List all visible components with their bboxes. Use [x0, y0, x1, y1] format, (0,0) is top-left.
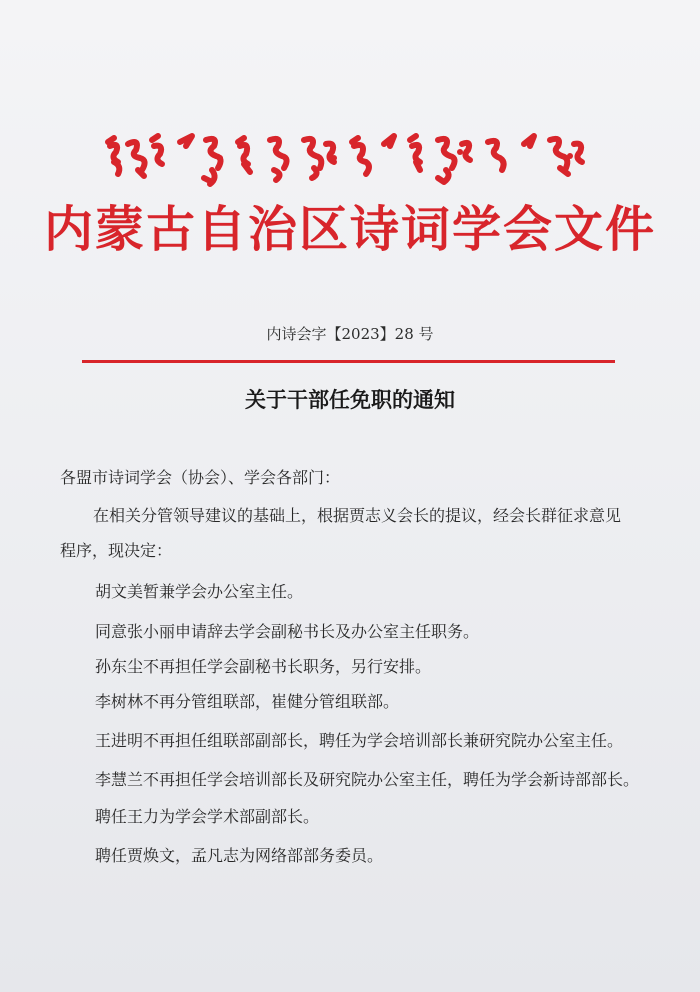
decision-item: 李树林不再分管组联部，崔健分管组联部。 [95, 692, 400, 711]
red-divider-line [82, 360, 615, 363]
decision-item: 李慧兰不再担任学会培训部长及研究院办公室主任，聘任为学会新诗部部长。 [95, 770, 640, 789]
intro-paragraph-line-1: 在相关分管领导建议的基础上，根据贾志义会长的提议，经会长群征求意见 [93, 506, 622, 525]
mongolian-script-header [100, 128, 590, 190]
decision-item: 王进明不再担任组联部副部长，聘任为学会培训部长兼研究院办公室主任。 [95, 731, 624, 750]
decision-item: 聘任王力为学会学术部副部长。 [95, 807, 320, 826]
addressee-line: 各盟市诗词学会（协会）、学会各部门： [60, 468, 341, 487]
document-number: 内诗会字【2023】28 号 [266, 325, 434, 343]
intro-paragraph-line-2: 程序，现决定： [60, 541, 173, 560]
notice-title: 关于干部任免职的通知 [245, 387, 455, 412]
decision-item: 聘任贾焕文，孟凡志为网络部部务委员。 [95, 846, 384, 865]
decision-item: 孙东尘不再担任学会副秘书长职务，另行安排。 [95, 657, 432, 676]
decision-item: 同意张小丽申请辞去学会副秘书长及办公室主任职务。 [95, 622, 480, 641]
masthead-title: 内蒙古自治区诗词学会文件 [43, 201, 656, 258]
decision-item: 胡文美暂兼学会办公室主任。 [95, 582, 304, 601]
